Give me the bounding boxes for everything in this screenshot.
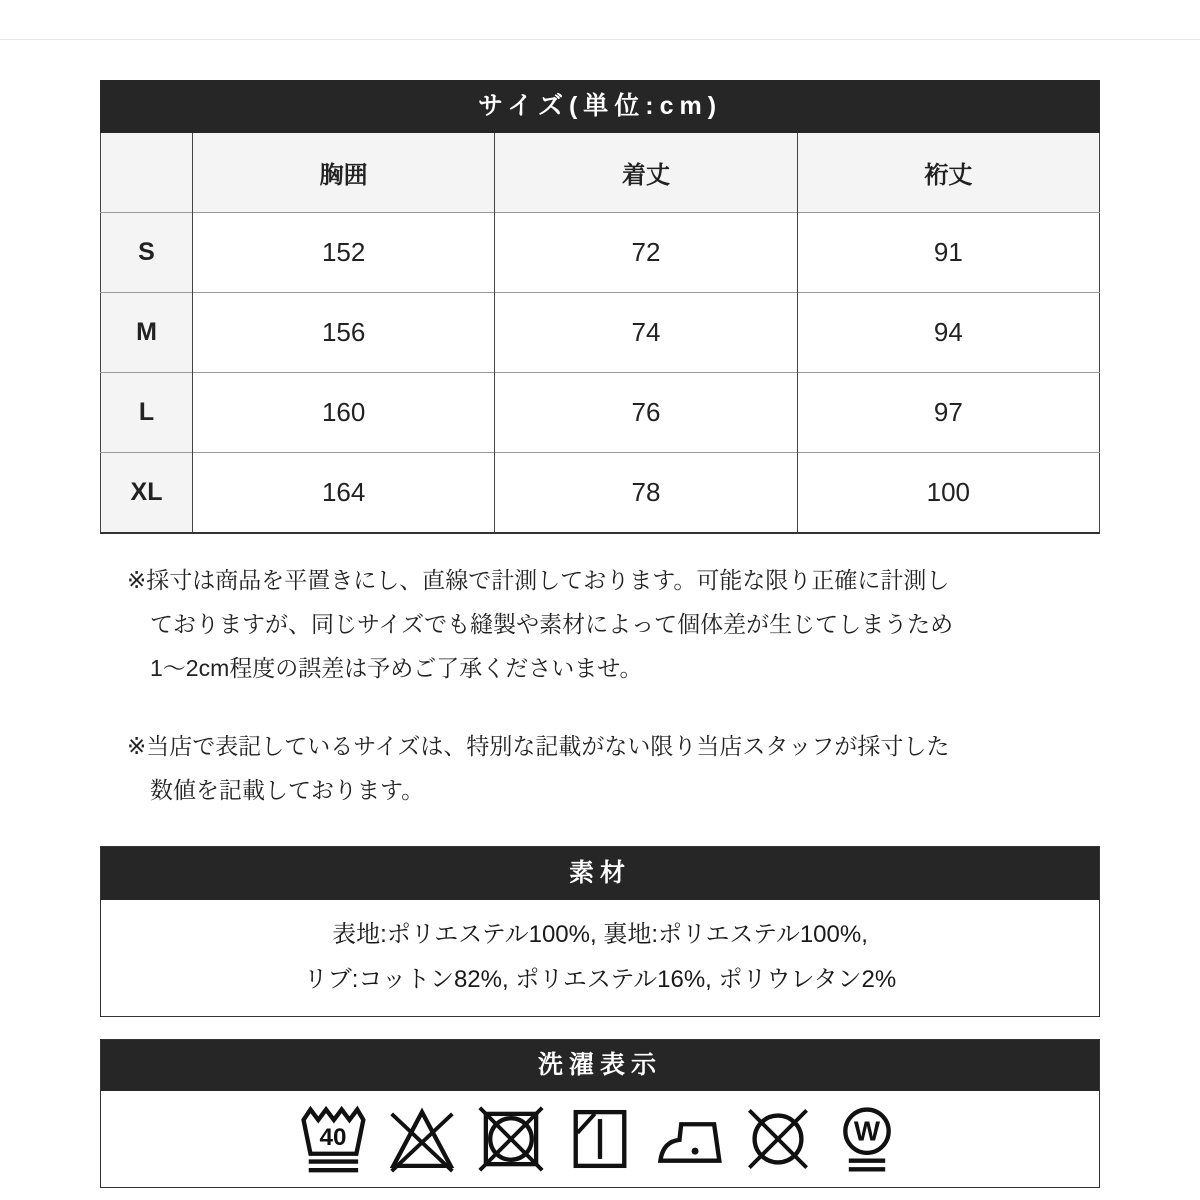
note-measurement-method [127,558,1100,690]
column-header-sleeve: 裄丈 [797,133,1099,213]
size-table [100,133,1100,534]
material-line: リブ:コットン82%, ポリエステル16%, ポリウレタン2% [303,966,897,993]
column-header-length: 着丈 [495,133,797,213]
table-row [101,213,1100,293]
care-title: 洗濯表示 [537,1051,662,1079]
value-cell: 97 [797,373,1099,453]
size-label-s: S [101,213,193,293]
no-dry-clean-icon [739,1098,817,1180]
table-row [101,293,1100,373]
material-body [101,900,1099,1016]
value-cell: 160 [193,373,495,453]
line-dry-in-shade-icon [561,1098,639,1180]
wash-40-very-gentle-icon [294,1098,372,1180]
note-line: ※当店で表記しているサイズは、特別な記載がない限り当店スタッフが採寸した [127,733,950,759]
value-cell: 164 [193,453,495,534]
top-divider [0,39,1200,40]
material-title: 素材 [568,859,631,887]
note-line: 1〜2cm程度の誤差は予めご了承くださいませ。 [150,655,643,681]
size-label-xl: XL [101,453,193,534]
value-cell: 78 [495,453,797,534]
material-line: 表地:ポリエステル100%, 裏地:ポリエステル100%, [332,921,868,948]
svg-text:40: 40 [319,1124,347,1152]
table-row [101,453,1100,534]
no-tumble-dry-icon [472,1098,550,1180]
size-label-m: M [101,293,193,373]
value-cell: 152 [193,213,495,293]
size-chart-title-bar [100,80,1100,133]
iron-low-icon [650,1098,728,1180]
svg-text:W: W [853,1115,881,1147]
care-title-bar [101,1040,1099,1091]
measurement-notes [100,558,1100,812]
note-line: ※採寸は商品を平置きにし、直線で計測しております。可能な限り正確に計測し [127,567,950,593]
value-cell: 91 [797,213,1099,293]
size-chart-title: サイズ(単位:cm) [477,92,723,120]
size-table-header-row [101,133,1100,213]
care-label-section [100,1039,1100,1188]
material-section [100,846,1100,1017]
column-header-chest: 胸囲 [193,133,495,213]
care-symbols-row [101,1091,1099,1187]
note-line: 数値を記載しております。 [150,777,425,803]
note-staff-measured [127,724,1100,812]
size-label-l: L [101,373,193,453]
value-cell: 72 [495,213,797,293]
value-cell: 156 [193,293,495,373]
value-cell: 94 [797,293,1099,373]
size-chart-section [100,80,1100,534]
no-bleach-icon [383,1098,461,1180]
value-cell: 76 [495,373,797,453]
material-title-bar [101,847,1099,900]
value-cell: 74 [495,293,797,373]
wet-clean-very-gentle-icon [828,1098,906,1180]
table-row [101,373,1100,453]
value-cell: 100 [797,453,1099,534]
note-line: ておりますが、同じサイズでも縫製や素材によって個体差が生じてしまうため [150,611,954,637]
size-table-corner-cell [101,133,193,213]
